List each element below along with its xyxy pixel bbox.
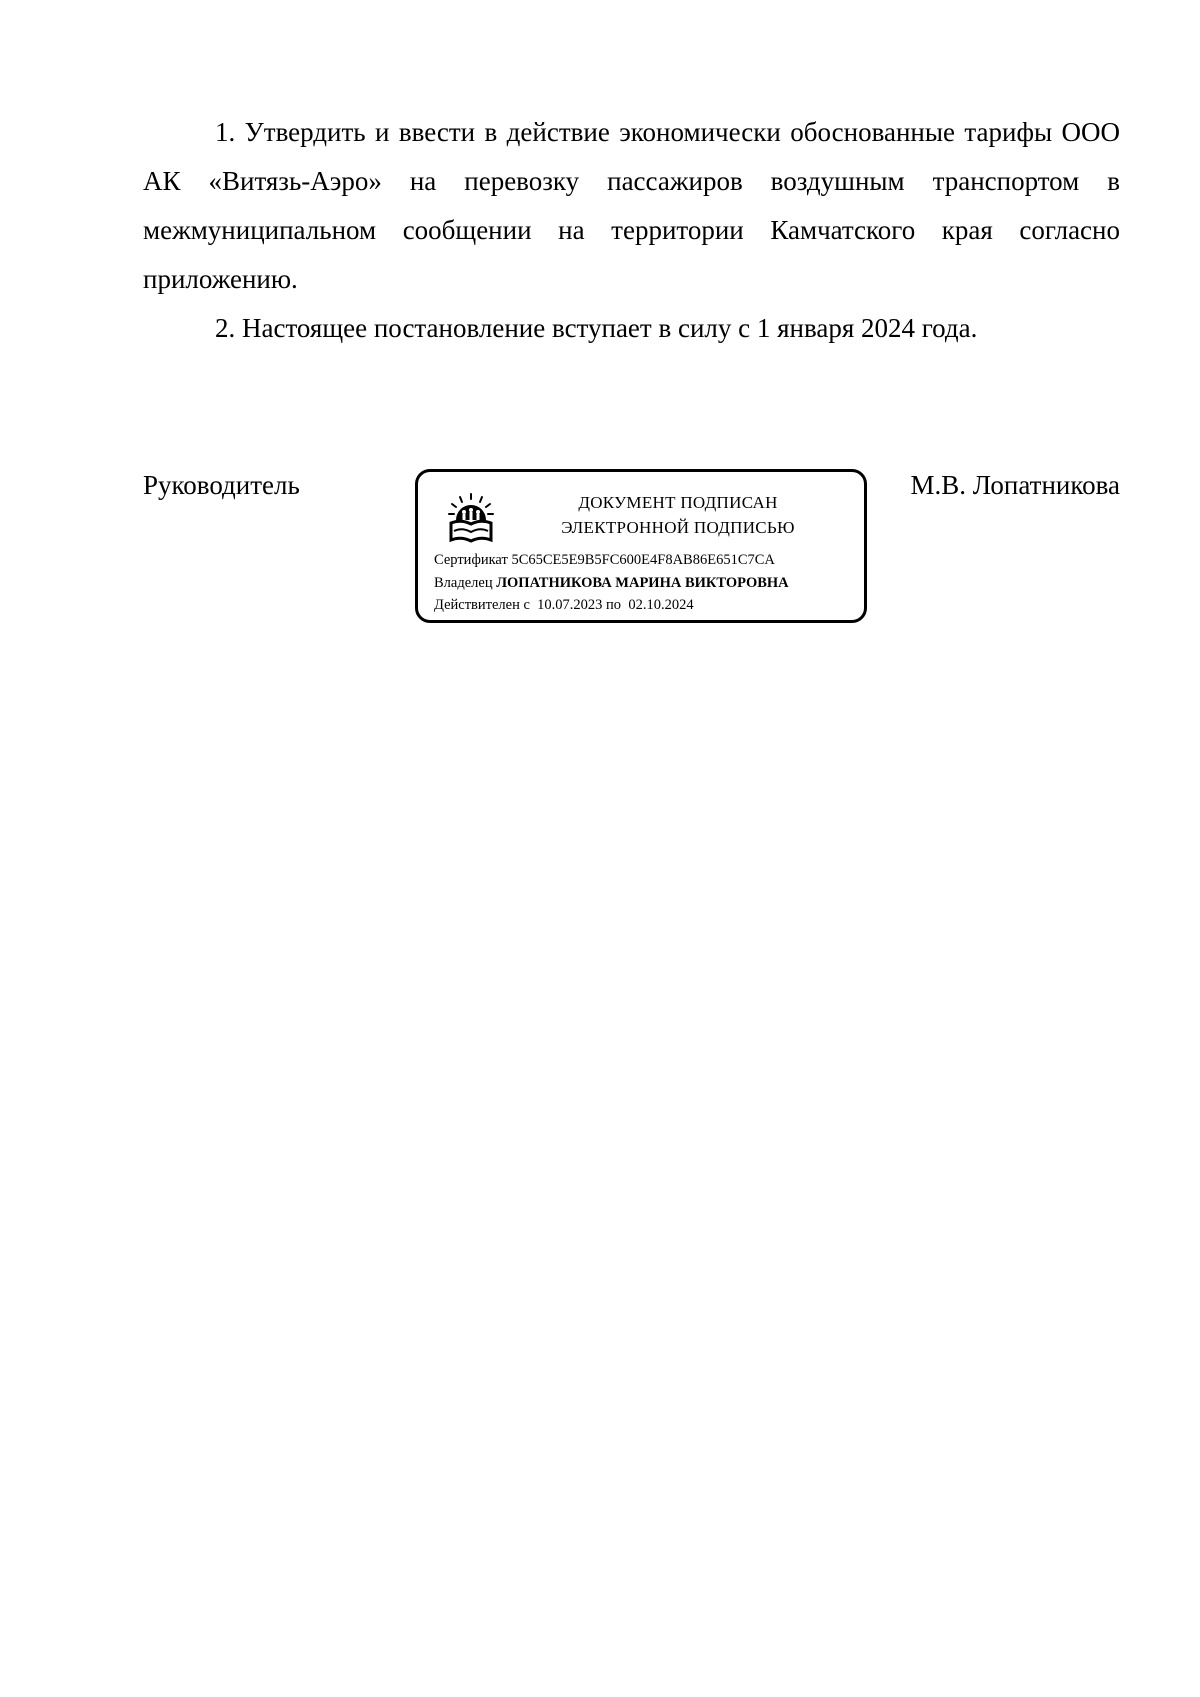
validity-row [434,596,694,614]
stamp-heading-line-1: ДОКУМЕНТ ПОДПИСАН [578,493,778,512]
owner-row [434,574,789,592]
valid-from-date: 10.07.2023 [537,597,603,613]
stamp-heading [518,490,838,540]
paragraph-2: 2. Настоящее постановление вступает в силу с 1 января 2024 года. [215,313,978,343]
electronic-signature-stamp [415,469,867,623]
signatory-name: М.В. Лопатникова [910,470,1120,500]
certificate-row [434,551,775,569]
valid-label: Действителен [434,597,520,613]
certificate-value: 5C65CE5E9B5FC600E4F8AB86E651C7CA [511,552,775,568]
valid-to-date: 02.10.2024 [628,597,694,613]
owner-label: Владелец [434,575,493,591]
certificate-label: Сертификат [434,552,508,568]
paragraph-1: 1. Утвердить и ввести в действие экономически обоснованные тарифы ООО АК «Витязь-Аэро» на перевозку пассажиров воздушным транспортом в межмуниципальном сообщении на территории Камчатского края согласно приложению. [143,117,1120,294]
kamchatka-emblem-icon [448,492,494,544]
valid-to-label: по [606,597,622,613]
signatory-role: Руководитель [143,470,300,500]
valid-from-label: с [523,597,530,613]
stamp-heading-line-2: ЭЛЕКТРОННОЙ ПОДПИСЬЮ [561,518,795,537]
owner-value: ЛОПАТНИКОВА МАРИНА ВИКТОРОВНА [496,575,789,591]
